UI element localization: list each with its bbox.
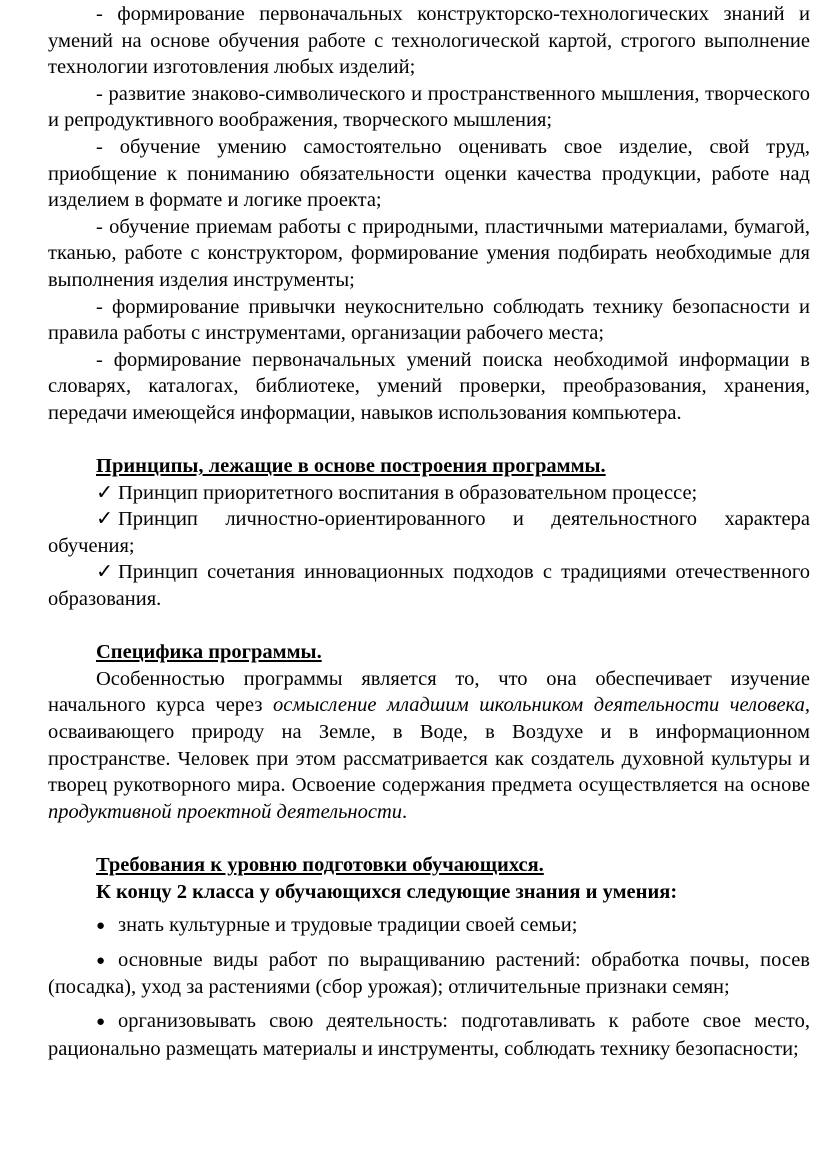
check-icon: ✓ bbox=[96, 481, 114, 504]
goal-item: - формирование привычки неукоснительно соблюдать технику безопасности и правила работы с инструментами, организации рабочего места; bbox=[48, 295, 810, 345]
spacer bbox=[48, 825, 810, 852]
principles-heading: Принципы, лежащие в основе построения программы. bbox=[96, 455, 606, 478]
goal-item: - формирование первоначальных конструкторско-технологических знаний и умений на основе обучения работе с технологической картой, строгого выполнение технологии изготовления любых изделий; bbox=[48, 3, 810, 79]
goal-item: - обучение умению самостоятельно оценивать свое изделие, свой труд, приобщение к пониманию обязательности оценки качества продукции, работе над изделием в формате и логике проекта; bbox=[48, 135, 810, 212]
specifics-paragraph: Особенностью программы является то, что она обеспечивает изучение начального курса через осмысление младшим школьником деятельности человека, осваивающего природу на Земле, в Воде, в Воздухе и в информационном пространстве. Человек при этом рассматривается как создатель духовной культуры и творец рукотворного мира. Освоение содержания предмета осуществляется на основе продуктивной проектной деятельности. bbox=[48, 667, 810, 823]
spacer bbox=[48, 427, 810, 454]
requirement-item: ● знать культурные и трудовые традиции своей семьи; bbox=[48, 912, 810, 940]
goal-item: - обучение приемам работы с природными, пластичными материалами, бумагой, тканью, работе с конструктором, формирование умения подбирать необходимые для выполнения изделия инструменты; bbox=[48, 215, 810, 291]
bullet-icon: ● bbox=[96, 952, 106, 969]
specifics-section bbox=[48, 639, 810, 825]
goal-item: - формирование первоначальных умений поиска необходимой информации в словарях, каталогах, библиотеке, умений проверки, преобразования, хранения, передачи имеющейся информации, навыков использования компьютера. bbox=[48, 348, 810, 424]
bullet-icon: ● bbox=[96, 918, 106, 935]
check-icon: ✓ bbox=[96, 508, 114, 531]
spacer bbox=[48, 613, 810, 640]
specifics-heading: Специфика программы. bbox=[96, 641, 322, 664]
goals-list bbox=[48, 0, 810, 427]
requirement-item: ● основные виды работ по выращиванию растений: обработка почвы, посев (посадка), уход за растениями (сбор урожая); отличительные признаки семян; bbox=[48, 948, 810, 999]
goal-item: - развитие знаково-символического и пространственного мышления, творческого и репродуктивного воображения, творческого мышления; bbox=[48, 82, 810, 132]
principle-item: ✓ Принцип приоритетного воспитания в образовательном процессе; bbox=[48, 480, 810, 507]
principles-section bbox=[48, 453, 810, 613]
requirements-subheading: К концу 2 класса у обучающихся следующие знания и умения: bbox=[96, 880, 678, 903]
principle-item: ✓ Принцип личностно-ориентированного и деятельностного характера обучения; bbox=[48, 508, 810, 557]
bullet-icon: ● bbox=[96, 1013, 106, 1030]
principle-item: ✓ Принцип сочетания инновационных подходов с традициями отечественного образования. bbox=[48, 561, 810, 611]
check-icon: ✓ bbox=[96, 561, 114, 584]
requirements-section bbox=[48, 852, 810, 1062]
requirements-heading: Требования к уровню подготовки обучающихся. bbox=[96, 854, 544, 876]
requirement-item: ● организовывать свою деятельность: подготавливать к работе свое место, рационально размещать материалы и инструменты, соблюдать технику безопасности; bbox=[48, 1009, 810, 1060]
